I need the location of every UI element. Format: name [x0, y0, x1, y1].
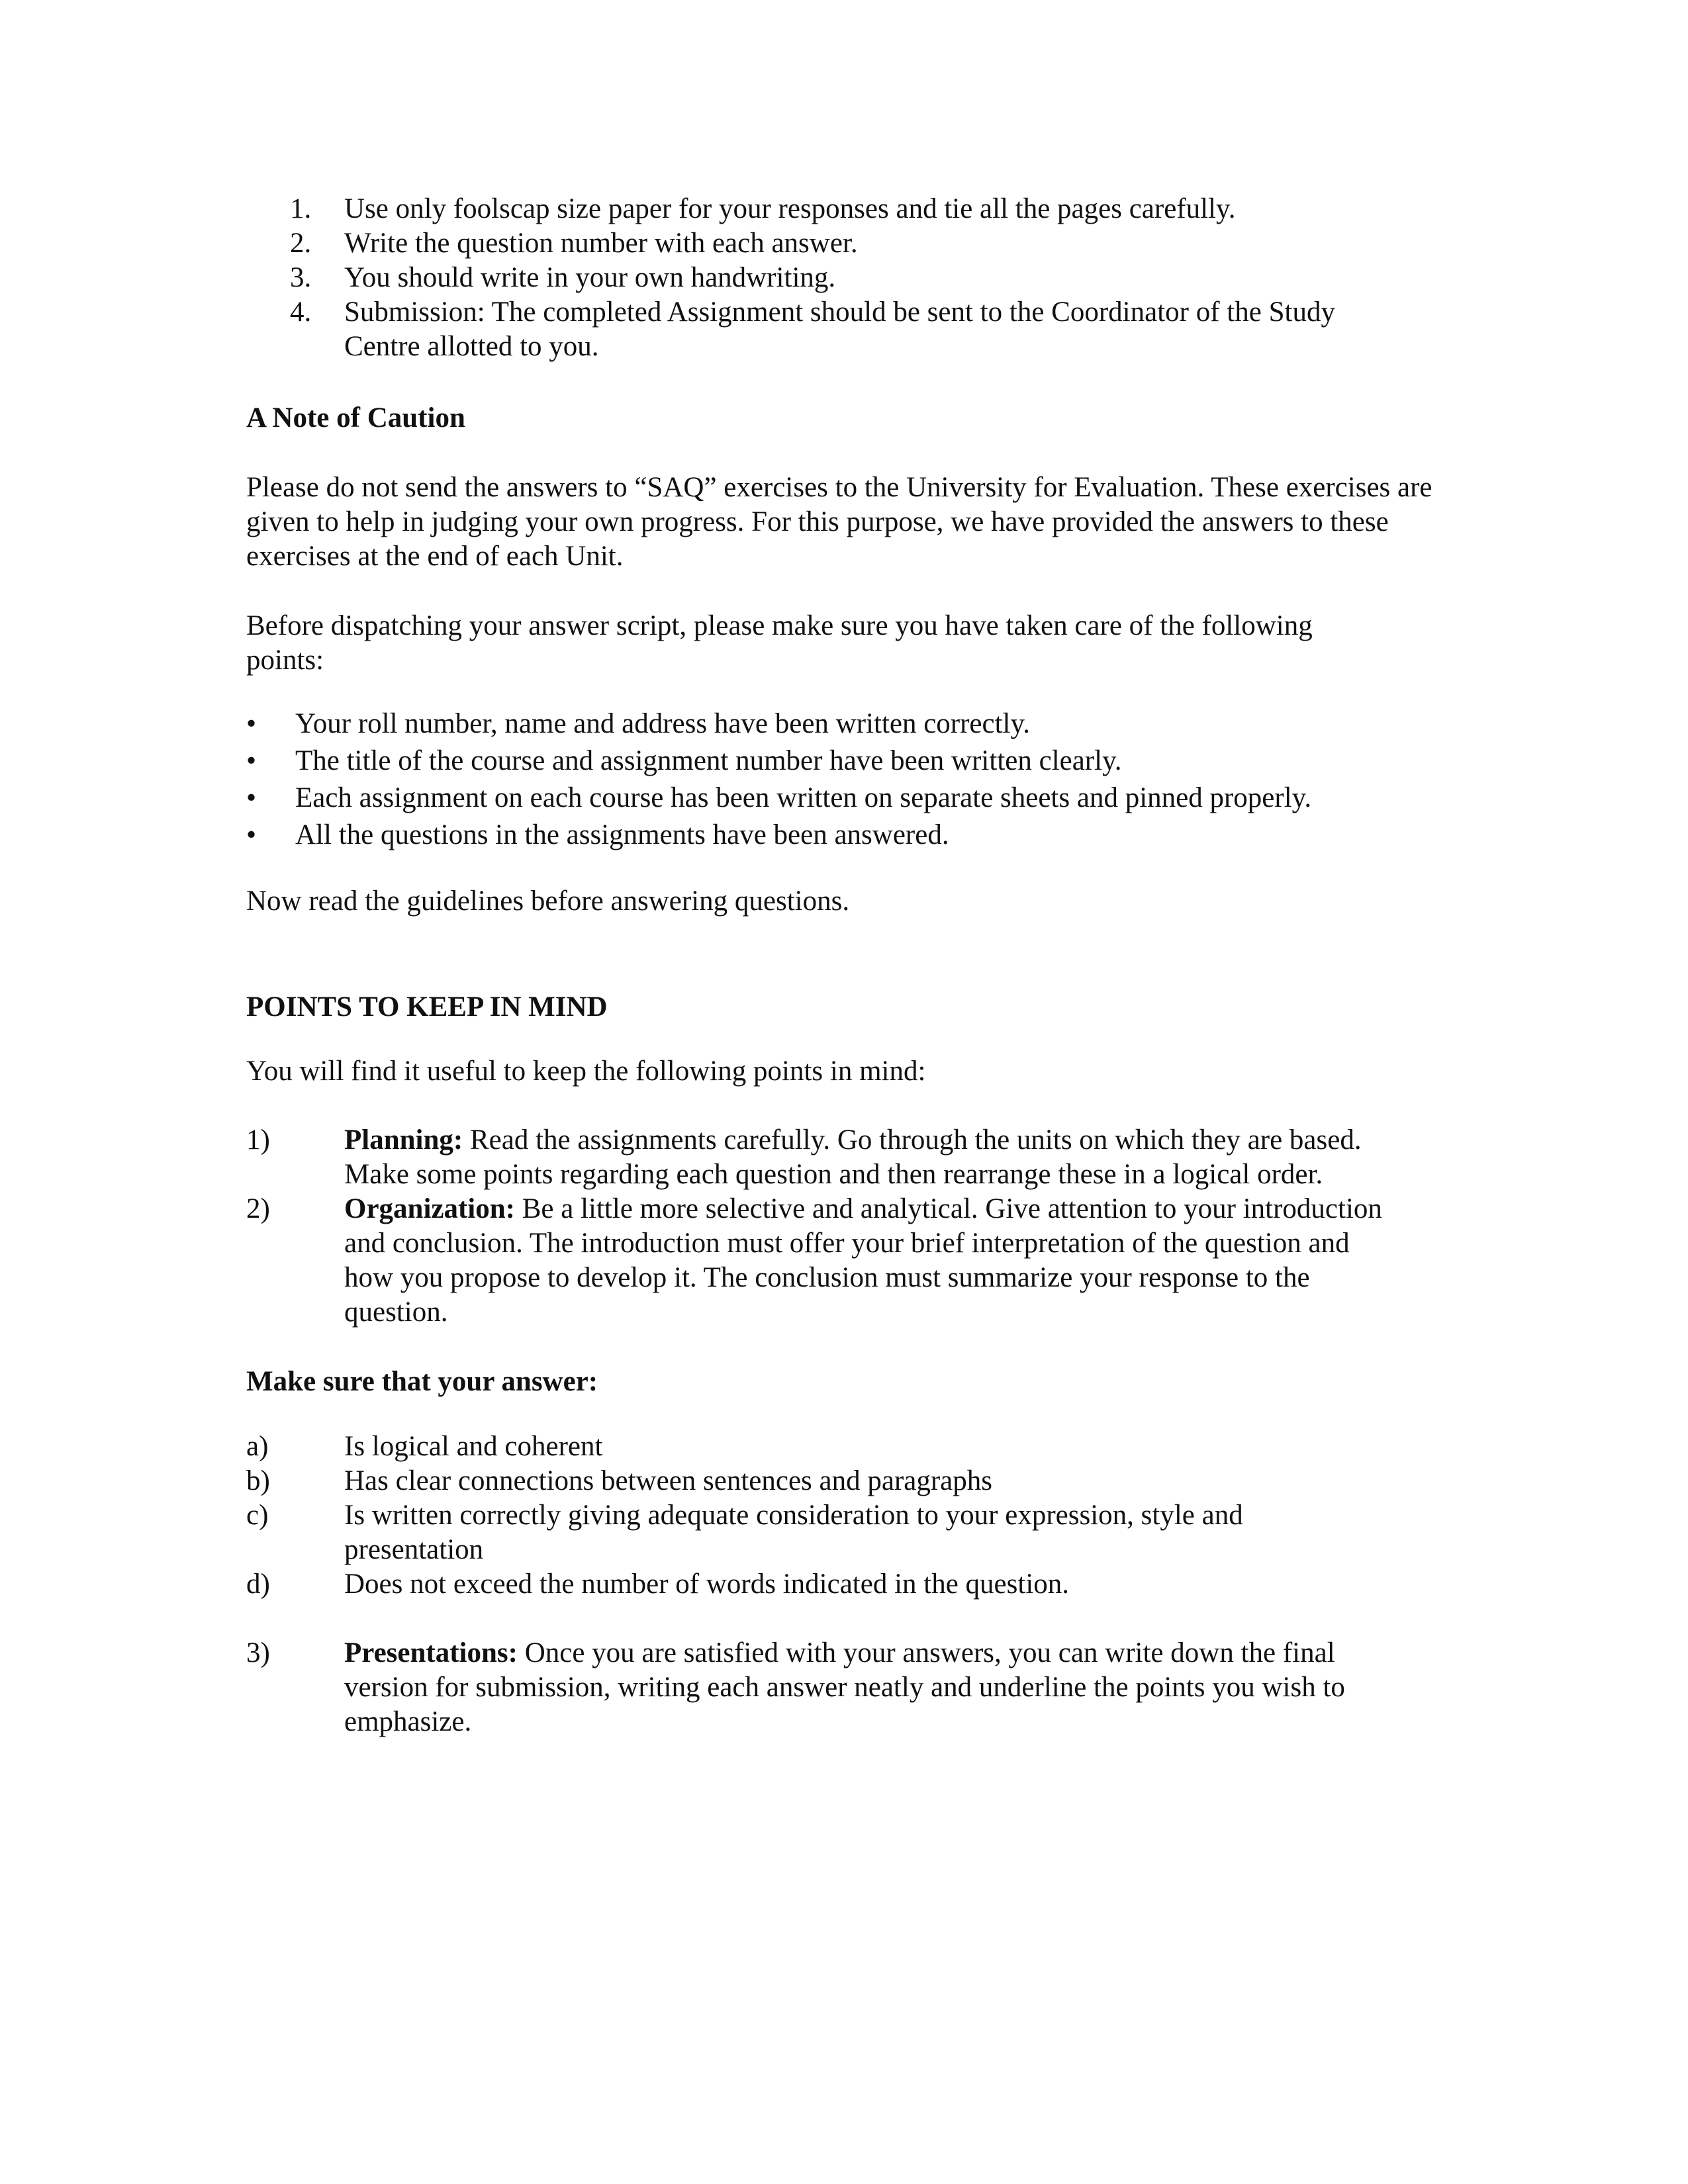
list-item-text: Is logical and coherent [344, 1431, 603, 1462]
now-read-text: Now read the guidelines before answering questions. [246, 886, 850, 917]
caution-paragraph: Please do not send the answers to “SAQ” exercises to the University for Evaluation. These exercises are given to help in judging your own progress. For this purpose, we have provided the answers to these exercises at the end of each Unit. [246, 472, 1432, 572]
list-item-body [344, 1636, 1403, 1739]
make-sure-heading: Make sure that your answer: [246, 1366, 598, 1397]
list-item-text: Does not exceed the number of words indicated in the question. [344, 1569, 1070, 1600]
list-item-text: Use only foolscap size paper for your responses and tie all the pages carefully. [344, 193, 1236, 224]
points-list [246, 1123, 1458, 1330]
presentations-list [246, 1636, 1458, 1739]
list-item-text: The title of the course and assignment number have been written clearly. [295, 745, 1122, 776]
planning-label: Planning: [344, 1124, 463, 1156]
bullet-icon: • [246, 708, 257, 739]
list-item-text: Submission: The completed Assignment should be sent to the Coordinator of the Study Centre allotted to you. [344, 296, 1335, 362]
list-item-number: d) [246, 1569, 270, 1600]
list-item [246, 1498, 1458, 1567]
list-item-number: 1. [290, 193, 312, 224]
before-dispatch-paragraph: Before dispatching your answer script, please make sure you have taken care of the following points: [246, 610, 1313, 676]
bullet-icon: • [246, 782, 257, 813]
list-item-body [344, 1123, 1390, 1192]
list-item [246, 192, 1458, 226]
list-item-number: c) [246, 1500, 269, 1531]
list-item-number: 3. [290, 262, 312, 293]
list-item [246, 1636, 1458, 1739]
make-sure-list [246, 1430, 1458, 1602]
list-item-body [344, 1192, 1403, 1330]
list-item-number: 3) [246, 1637, 270, 1668]
organization-text: Be a little more selective and analytical. Give attention to your introduction and conclusion. The introduction must offer your brief interpretation of the question and how you propose to develop it. The conclusion must summarize your response to the question. [344, 1193, 1382, 1328]
list-item-number: 2. [290, 228, 312, 259]
list-item [246, 261, 1458, 295]
planning-text: Read the assignments carefully. Go through the units on which they are based. Make some points regarding each question and then rearrange these in a logical order. [344, 1124, 1362, 1190]
list-item [246, 226, 1458, 261]
list-item-text: Is written correctly giving adequate consideration to your expression, style and presentation [344, 1500, 1243, 1565]
list-item-number: a) [246, 1431, 269, 1462]
list-item [246, 1567, 1458, 1602]
list-item-text: Each assignment on each course has been written on separate sheets and pinned properly. [295, 782, 1312, 813]
organization-label: Organization: [344, 1193, 515, 1224]
list-item [246, 817, 1458, 854]
list-item [246, 295, 1458, 364]
list-item-text: All the questions in the assignments have been answered. [295, 819, 949, 850]
bullet-icon: • [246, 819, 257, 850]
list-item-number: b) [246, 1465, 270, 1496]
list-item [246, 705, 1458, 743]
list-item [246, 1192, 1458, 1330]
list-item [246, 1123, 1458, 1192]
presentations-label: Presentations: [344, 1637, 518, 1668]
caution-heading: A Note of Caution [246, 402, 465, 433]
bullet-icon: • [246, 745, 257, 776]
document-page [246, 192, 1458, 1739]
checklist [246, 705, 1458, 854]
list-item-number: 4. [290, 296, 312, 328]
list-item [246, 1430, 1458, 1464]
points-heading: POINTS TO KEEP IN MIND [246, 991, 608, 1023]
list-item [246, 1464, 1458, 1498]
instructions-list [246, 192, 1458, 364]
presentations-text: Once you are satisfied with your answers, you can write down the final version for submission, writing each answer neatly and underline the points you wish to emphasize. [344, 1637, 1345, 1737]
list-item-text: You should write in your own handwriting. [344, 262, 836, 293]
list-item [246, 743, 1458, 780]
list-item-text: Your roll number, name and address have been written correctly. [295, 708, 1030, 739]
list-item-text: Has clear connections between sentences and paragraphs [344, 1465, 993, 1496]
list-item [246, 780, 1458, 817]
list-item-text: Write the question number with each answer. [344, 228, 858, 259]
list-item-number: 2) [246, 1193, 270, 1224]
points-intro: You will find it useful to keep the following points in mind: [246, 1056, 926, 1087]
list-item-number: 1) [246, 1124, 270, 1156]
